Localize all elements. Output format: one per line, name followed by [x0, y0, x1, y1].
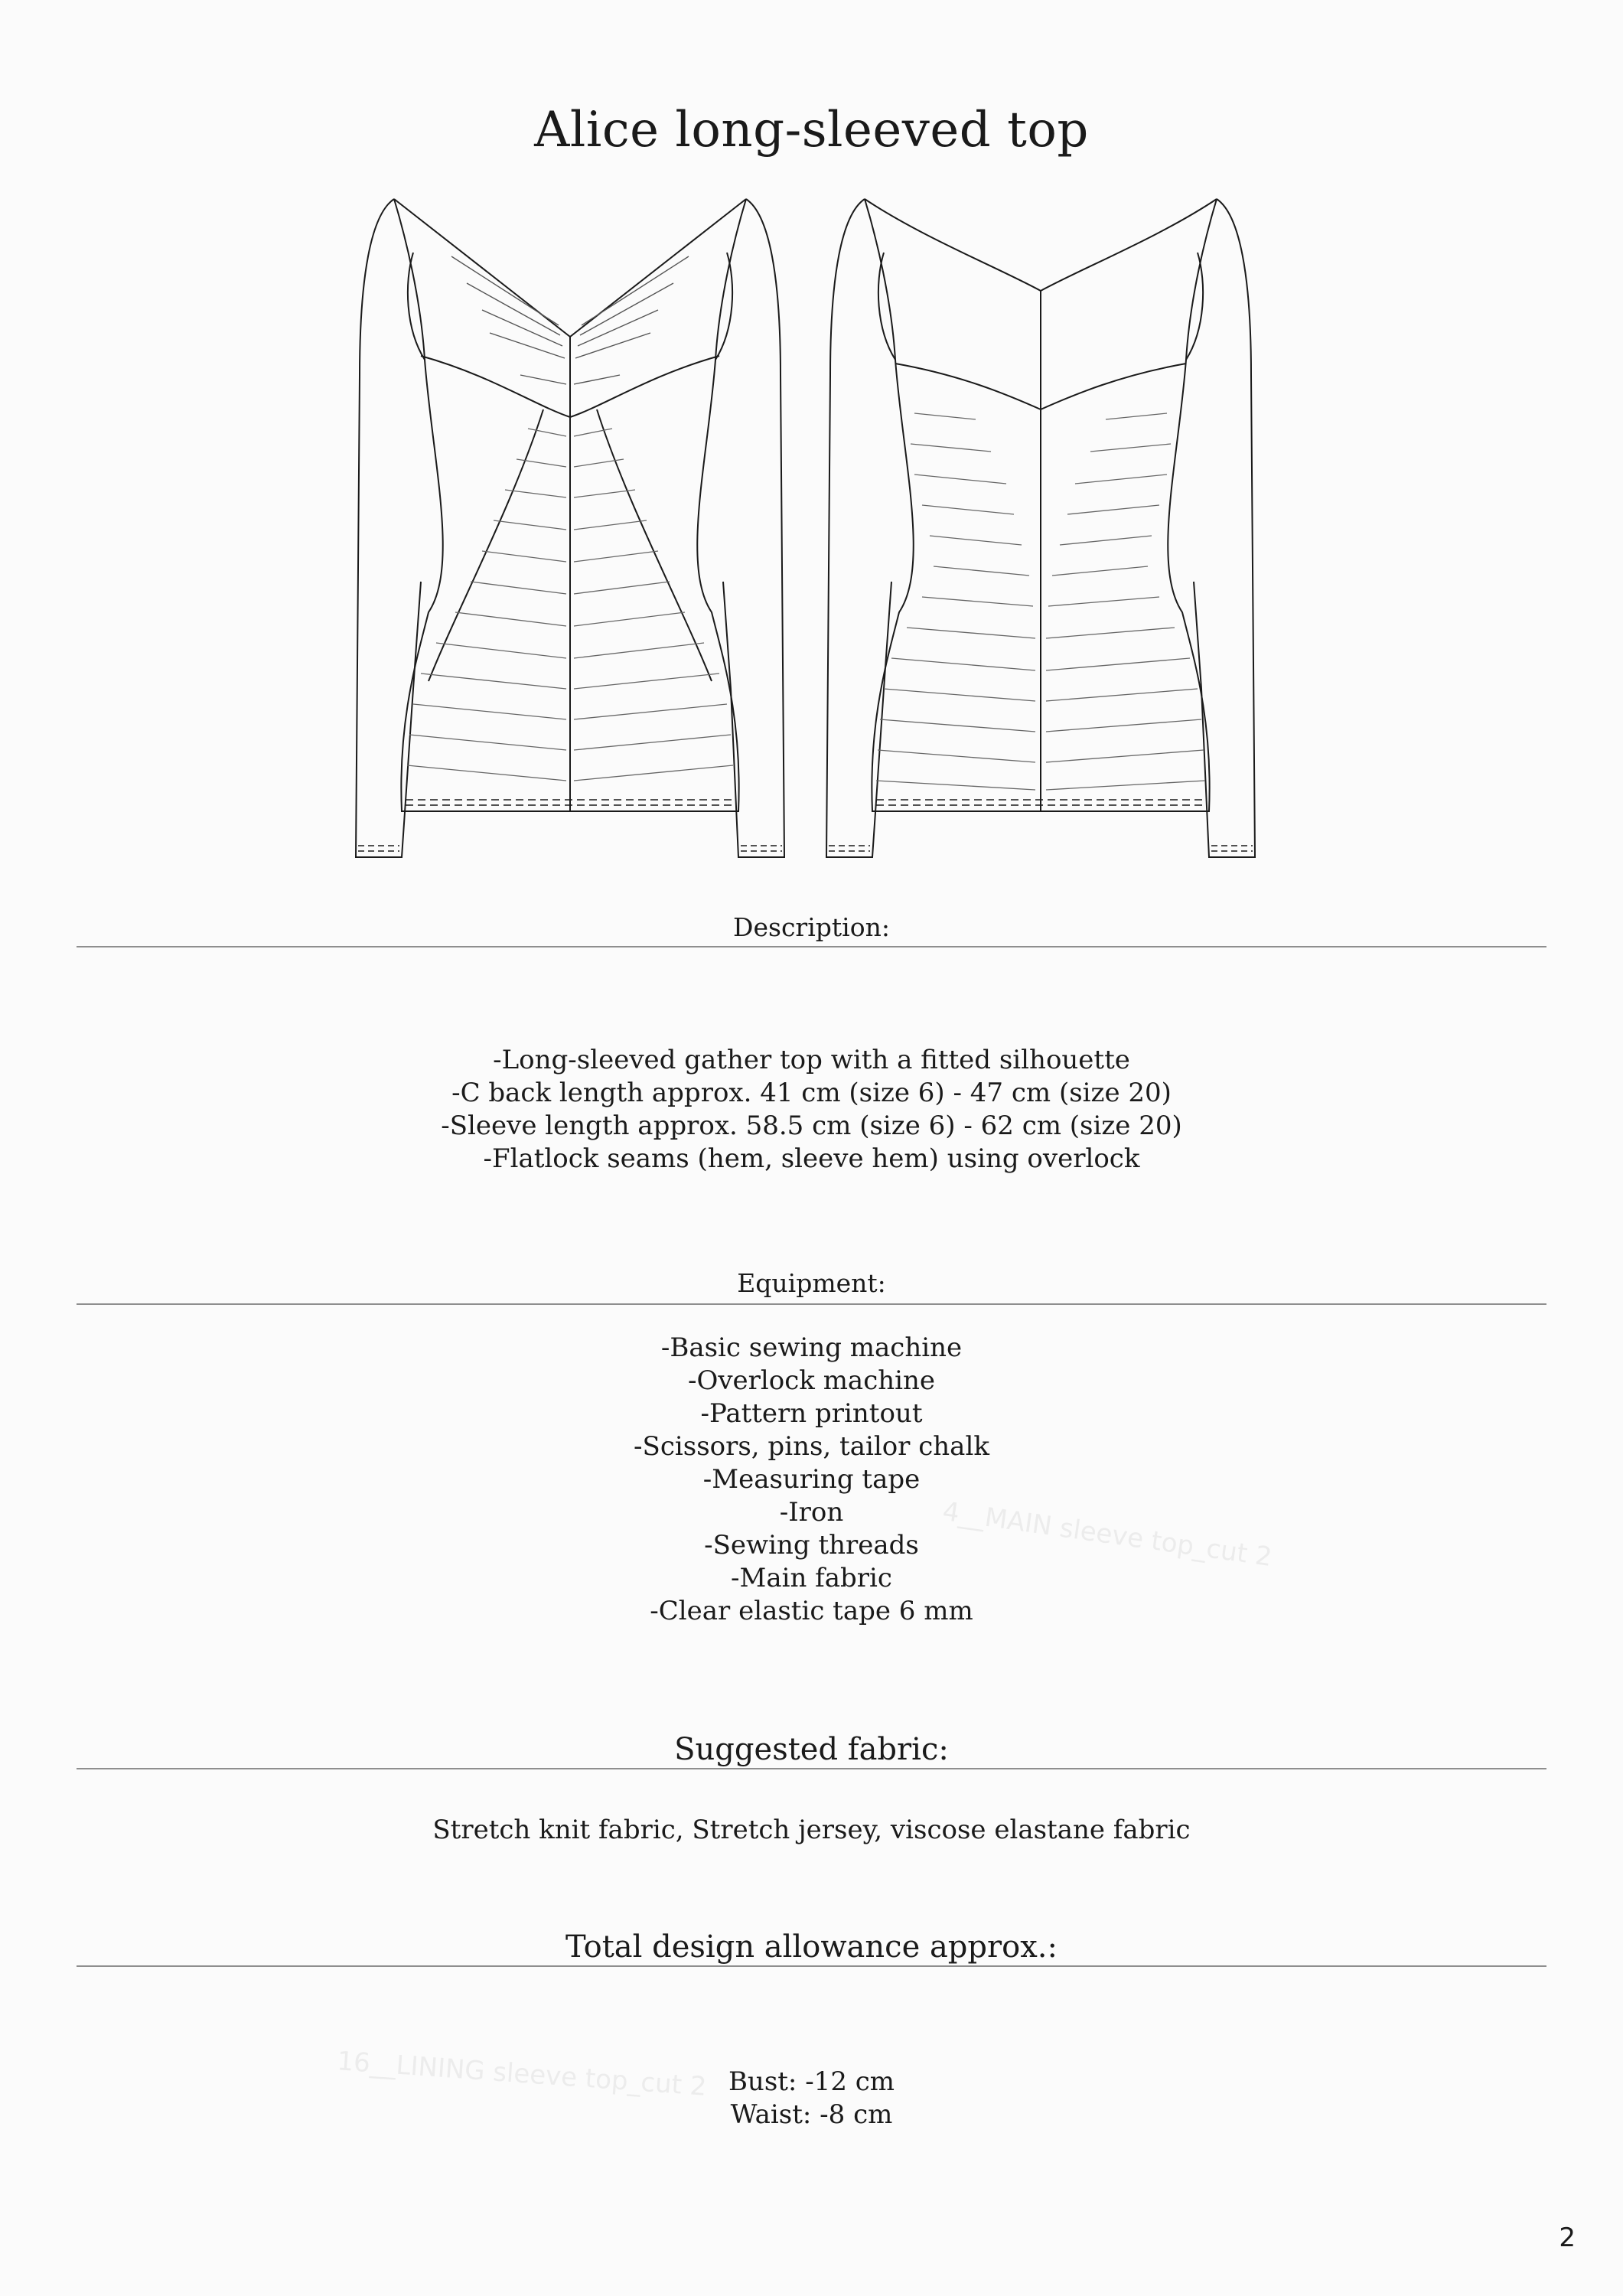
description-line: -Long-sleeved gather top with a fitted silhouette — [493, 1045, 1130, 1075]
equipment-heading: Equipment: — [737, 1268, 886, 1298]
equipment-item: -Main fabric — [731, 1563, 892, 1593]
allowance-line: Waist: -8 cm — [730, 2099, 893, 2130]
back-view — [826, 199, 1255, 857]
design-allowance-heading: Total design allowance approx.: — [565, 1929, 1058, 1965]
equipment-item: -Overlock machine — [687, 1365, 936, 1396]
suggested-fabric-heading: Suggested fabric: — [674, 1732, 949, 1767]
equipment-item: -Basic sewing machine — [660, 1332, 963, 1363]
section-divider — [77, 1965, 1546, 1967]
equipment-item: -Iron — [779, 1497, 844, 1528]
front-view — [356, 199, 784, 857]
description-list — [0, 1044, 1623, 1176]
suggested-fabric-text: Stretch knit fabric, Stretch jersey, viscose elastane fabric — [432, 1815, 1191, 1845]
design-allowance-list — [0, 2066, 1623, 2131]
page-title: Alice long-sleeved top — [534, 101, 1089, 158]
section-divider — [77, 946, 1546, 947]
description-line: -Sleeve length approx. 58.5 cm (size 6) - 62 cm (size 20) — [441, 1110, 1182, 1141]
description-line: -Flatlock seams (hem, sleeve hem) using overlock — [483, 1143, 1140, 1174]
technical-flat-sketch — [337, 184, 1316, 888]
equipment-item: -Clear elastic tape 6 mm — [650, 1596, 973, 1626]
page-number: 2 — [1559, 2223, 1576, 2253]
background-watermark: 16__LINING sleeve top_cut 2 — [336, 2046, 708, 2102]
section-divider — [77, 1303, 1546, 1305]
section-divider — [77, 1768, 1546, 1769]
equipment-item: -Scissors, pins, tailor chalk — [634, 1431, 989, 1462]
equipment-item: -Measuring tape — [702, 1464, 921, 1495]
equipment-item: -Sewing threads — [704, 1530, 919, 1561]
equipment-list — [0, 1332, 1623, 1628]
description-heading: Description: — [733, 912, 890, 942]
background-watermark: 4__MAIN sleeve top_cut 2 — [940, 1495, 1274, 1574]
allowance-line: Bust: -12 cm — [728, 2066, 895, 2097]
equipment-item: -Pattern printout — [700, 1398, 923, 1429]
description-line: -C back length approx. 41 cm (size 6) - 47 cm (size 20) — [451, 1078, 1172, 1108]
